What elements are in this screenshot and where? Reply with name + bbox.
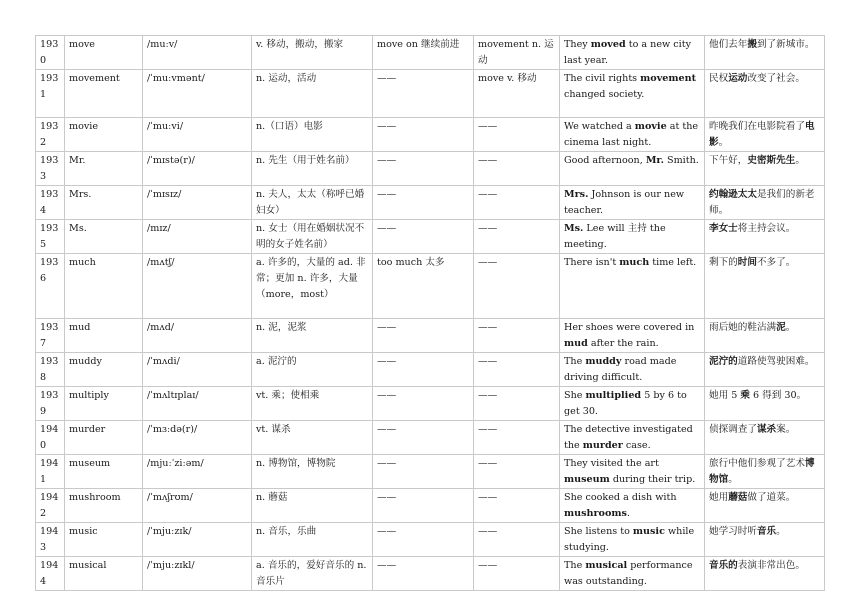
entry-related-form: —— [474,254,560,319]
entry-example-chinese [705,489,825,523]
example-text: 。 [795,155,805,166]
example-text: We watched a [564,121,635,132]
highlighted-word: museum [564,474,610,485]
highlighted-word: 电影 [709,121,815,148]
entry-phonetic: /ˈmɪstə(r)/ [143,152,252,186]
entry-phrase: —— [373,421,474,455]
highlighted-word: 泥泞的 [709,356,738,367]
entry-example-english [560,186,705,220]
example-text: during their trip. [609,474,696,485]
entry-phonetic: /ˈmʌltɪplaɪ/ [143,387,252,421]
highlighted-word: 蘑菇 [728,492,748,503]
table-row [36,186,825,220]
entry-phonetic: /mjuːˈziːəm/ [143,455,252,489]
highlighted-word: Mr. [645,155,664,166]
entry-meaning: n. 蘑菇 [252,489,373,523]
example-text: 做了道菜。 [747,492,796,503]
entry-meaning: n. 泥，泥浆 [252,319,373,353]
entry-number: 1931 [36,70,65,118]
entry-number: 1936 [36,254,65,319]
entry-number: 1944 [36,557,65,591]
entry-phrase: —— [373,118,474,152]
highlighted-word: mud [564,338,588,349]
example-text: 。 [785,322,796,333]
vocabulary-table [35,35,825,591]
example-text: road made driving difficult. [564,356,677,383]
example-text: 旅行中他们参观了艺术 [709,458,805,469]
entry-related-form: —— [474,152,560,186]
entry-related-form: —— [474,220,560,254]
entry-example-english [560,455,705,489]
entry-meaning: vt. 乘；使相乘 [252,387,373,421]
example-text: She cooked a dish with [564,492,677,503]
highlighted-word: Ms. [564,223,584,234]
entry-word: Ms. [65,220,143,254]
entry-phonetic: /mɪz/ [143,220,252,254]
entry-related-form: —— [474,421,560,455]
table-row [36,523,825,557]
example-text: 改变了社会。 [747,73,805,84]
example-text: case. [622,440,651,451]
entry-word: multiply [65,387,143,421]
highlighted-word: 运动 [728,73,748,84]
entry-phrase: move on 继续前进 [373,36,474,70]
entry-example-english [560,70,705,118]
entry-number: 1930 [36,36,65,70]
highlighted-word: 李女士 [709,223,738,234]
entry-meaning: vt. 谋杀 [252,421,373,455]
entry-example-chinese [705,421,825,455]
entry-example-chinese [705,455,825,489]
entry-example-chinese [705,36,825,70]
entry-phonetic: /ˈmuːvi/ [143,118,252,152]
example-text: She listens to [564,526,633,537]
entry-meaning: a. 许多的，大量的 ad. 非常；更加 n. 许多，大量（more，most） [252,254,373,319]
entry-example-english [560,220,705,254]
entry-number: 1942 [36,489,65,523]
entry-example-chinese [705,557,825,591]
entry-example-chinese [705,353,825,387]
highlighted-word: 音乐 [756,526,777,537]
table-row [36,421,825,455]
entry-phonetic: /ˈmʌʃrʊm/ [143,489,252,523]
example-text: Smith. [663,155,699,166]
example-text: 剩下的 [709,257,738,268]
example-text: at the cinema last night. [564,121,699,148]
highlighted-word: moved [590,39,626,50]
entry-phrase: —— [373,353,474,387]
example-text: The [564,356,586,367]
entry-phrase: —— [373,220,474,254]
highlighted-word: Mrs. [564,189,589,200]
entry-number: 1941 [36,455,65,489]
example-text: 是我们的新老师。 [709,189,815,216]
entry-related-form: —— [474,353,560,387]
highlighted-word: musical [585,560,628,571]
entry-example-english [560,319,705,353]
example-text: changed society. [564,89,645,100]
entry-example-english [560,118,705,152]
entry-meaning: n.（口语）电影 [252,118,373,152]
example-text: time left. [649,257,697,268]
entry-related-form: —— [474,523,560,557]
entry-example-chinese [705,118,825,152]
entry-related-form: movement n. 运动 [474,36,560,70]
example-text: 不多了。 [756,257,796,268]
entry-phrase: —— [373,455,474,489]
entry-word: music [65,523,143,557]
entry-related-form: —— [474,455,560,489]
entry-related-form: move v. 移动 [474,70,560,118]
table-row [36,220,825,254]
entry-related-form: —— [474,387,560,421]
example-text: 5 by 6 to get 30. [564,390,687,417]
entry-example-chinese [705,387,825,421]
example-text: while studying. [564,526,695,553]
table-row [36,353,825,387]
example-text: 昨晚我们在电影院看了 [709,121,805,132]
highlighted-word: muddy [585,356,622,367]
example-text: 雨后她的鞋沾满 [709,322,777,333]
entry-example-english [560,353,705,387]
example-text: 她用 5 [709,390,741,401]
entry-related-form: —— [474,118,560,152]
entry-word: murder [65,421,143,455]
example-text: 她用 [709,492,729,503]
entry-word: mud [65,319,143,353]
entry-word: mushroom [65,489,143,523]
table-row [36,36,825,70]
entry-phrase: —— [373,152,474,186]
example-text: 道路使驾驶困难。 [737,356,815,367]
example-text: 民权 [709,73,729,84]
entry-meaning: v. 移动，搬动，搬家 [252,36,373,70]
table-row [36,152,825,186]
example-text: They visited the art [564,458,659,469]
entry-phrase: —— [373,557,474,591]
table-row [36,70,825,118]
example-text: . [626,508,630,519]
table-row [36,254,825,319]
entry-number: 1940 [36,421,65,455]
example-text: Her shoes were covered in [564,322,695,333]
entry-phonetic: /ˈmʌdi/ [143,353,252,387]
example-text: The detective investigated the [564,424,693,451]
example-text: Johnson is our new teacher. [564,189,685,216]
example-text: 下午好， [709,155,748,166]
entry-phrase: —— [373,70,474,118]
entry-example-chinese [705,70,825,118]
entry-number: 1932 [36,118,65,152]
example-text: The [564,560,586,571]
entry-meaning: n. 先生（用于姓名前） [252,152,373,186]
table-row [36,319,825,353]
entry-word: muddy [65,353,143,387]
entry-phrase: —— [373,523,474,557]
highlighted-word: 约翰逊太太 [709,189,757,200]
highlighted-word: multiplied [585,390,642,401]
example-text: 他们去年 [709,39,748,50]
highlighted-word: 史密斯先生 [747,155,796,166]
highlighted-word: much [619,257,650,268]
entry-example-english [560,254,705,319]
example-text: 案。 [776,424,796,435]
entry-related-form: —— [474,319,560,353]
entry-related-form: —— [474,557,560,591]
entry-meaning: n. 博物馆，博物院 [252,455,373,489]
table-row [36,118,825,152]
entry-phrase: —— [373,489,474,523]
entry-phrase: —— [373,319,474,353]
entry-phonetic: /mʌtʃ/ [143,254,252,319]
entry-word: move [65,36,143,70]
example-text: There isn't [564,257,620,268]
entry-phonetic: /ˈmjuːzɪkl/ [143,557,252,591]
entry-number: 1935 [36,220,65,254]
entry-phrase: —— [373,186,474,220]
example-text: 到了新城市。 [756,39,815,50]
entry-example-english [560,36,705,70]
example-text: 。 [718,137,729,148]
entry-number: 1939 [36,387,65,421]
highlighted-word: music [632,526,665,537]
entry-phonetic: /muːv/ [143,36,252,70]
entry-number: 1937 [36,319,65,353]
entry-related-form: —— [474,489,560,523]
entry-meaning: n. 运动，活动 [252,70,373,118]
entry-meaning: a. 泥泞的 [252,353,373,387]
table-row [36,489,825,523]
entry-phrase: too much 太多 [373,254,474,319]
example-text: performance was outstanding. [564,560,693,587]
example-text: 表演非常出色。 [737,560,805,571]
entry-example-english [560,557,705,591]
entry-word: museum [65,455,143,489]
highlighted-word: 时间 [737,257,757,268]
example-text: Lee will 主持 the meeting. [564,223,666,250]
entry-phonetic: /ˈmɪsɪz/ [143,186,252,220]
highlighted-word: 博物馆 [709,458,815,485]
entry-word: Mr. [65,152,143,186]
table-row [36,387,825,421]
entry-example-chinese [705,523,825,557]
example-text: to a new city last year. [564,39,692,66]
entry-word: Mrs. [65,186,143,220]
entry-meaning: n. 女士（用在婚姻状况不明的女子姓名前） [252,220,373,254]
entry-meaning: n. 音乐，乐曲 [252,523,373,557]
example-text: They [564,39,591,50]
table-row [36,557,825,591]
entry-phrase: —— [373,387,474,421]
entry-word: musical [65,557,143,591]
entry-example-english [560,387,705,421]
highlighted-word: 泥 [776,322,786,333]
highlighted-word: 搬 [747,39,757,50]
entry-number: 1938 [36,353,65,387]
example-text: 将主持会议。 [737,223,796,234]
entry-word: movie [65,118,143,152]
entry-example-english [560,152,705,186]
entry-example-english [560,523,705,557]
entry-number: 1933 [36,152,65,186]
example-text: 6 得到 30。 [749,390,807,401]
highlighted-word: 音乐的 [709,560,738,571]
example-text: She [564,390,586,401]
example-text: 。 [776,526,786,537]
example-text: Good afternoon, [564,155,646,166]
entry-word: movement [65,70,143,118]
entry-meaning: a. 音乐的，爱好音乐的 n. 音乐片 [252,557,373,591]
example-text: after the rain. [587,338,659,349]
highlighted-word: 乘 [740,390,750,401]
entry-example-english [560,489,705,523]
entry-example-chinese [705,186,825,220]
entry-example-chinese [705,319,825,353]
vocabulary-table-body [36,36,825,591]
entry-example-chinese [705,220,825,254]
example-text: 她学习时听 [709,526,757,537]
entry-example-chinese [705,152,825,186]
entry-phonetic: /ˈmuːvmənt/ [143,70,252,118]
example-text: 。 [728,474,738,485]
entry-phonetic: /mʌd/ [143,319,252,353]
example-text: 侦探调查了 [709,424,757,435]
entry-phonetic: /ˈmjuːzɪk/ [143,523,252,557]
highlighted-word: movie [634,121,667,132]
highlighted-word: movement [640,73,697,84]
highlighted-word: mushrooms [564,508,627,519]
example-text: The civil rights [564,73,641,84]
entry-phonetic: /ˈmɜːdə(r)/ [143,421,252,455]
entry-example-english [560,421,705,455]
entry-word: much [65,254,143,319]
highlighted-word: 谋杀 [756,424,777,435]
table-row [36,455,825,489]
entry-number: 1934 [36,186,65,220]
entry-related-form: —— [474,186,560,220]
entry-number: 1943 [36,523,65,557]
entry-example-chinese [705,254,825,319]
highlighted-word: murder [582,440,623,451]
entry-meaning: n. 夫人，太太（称呼已婚妇女） [252,186,373,220]
